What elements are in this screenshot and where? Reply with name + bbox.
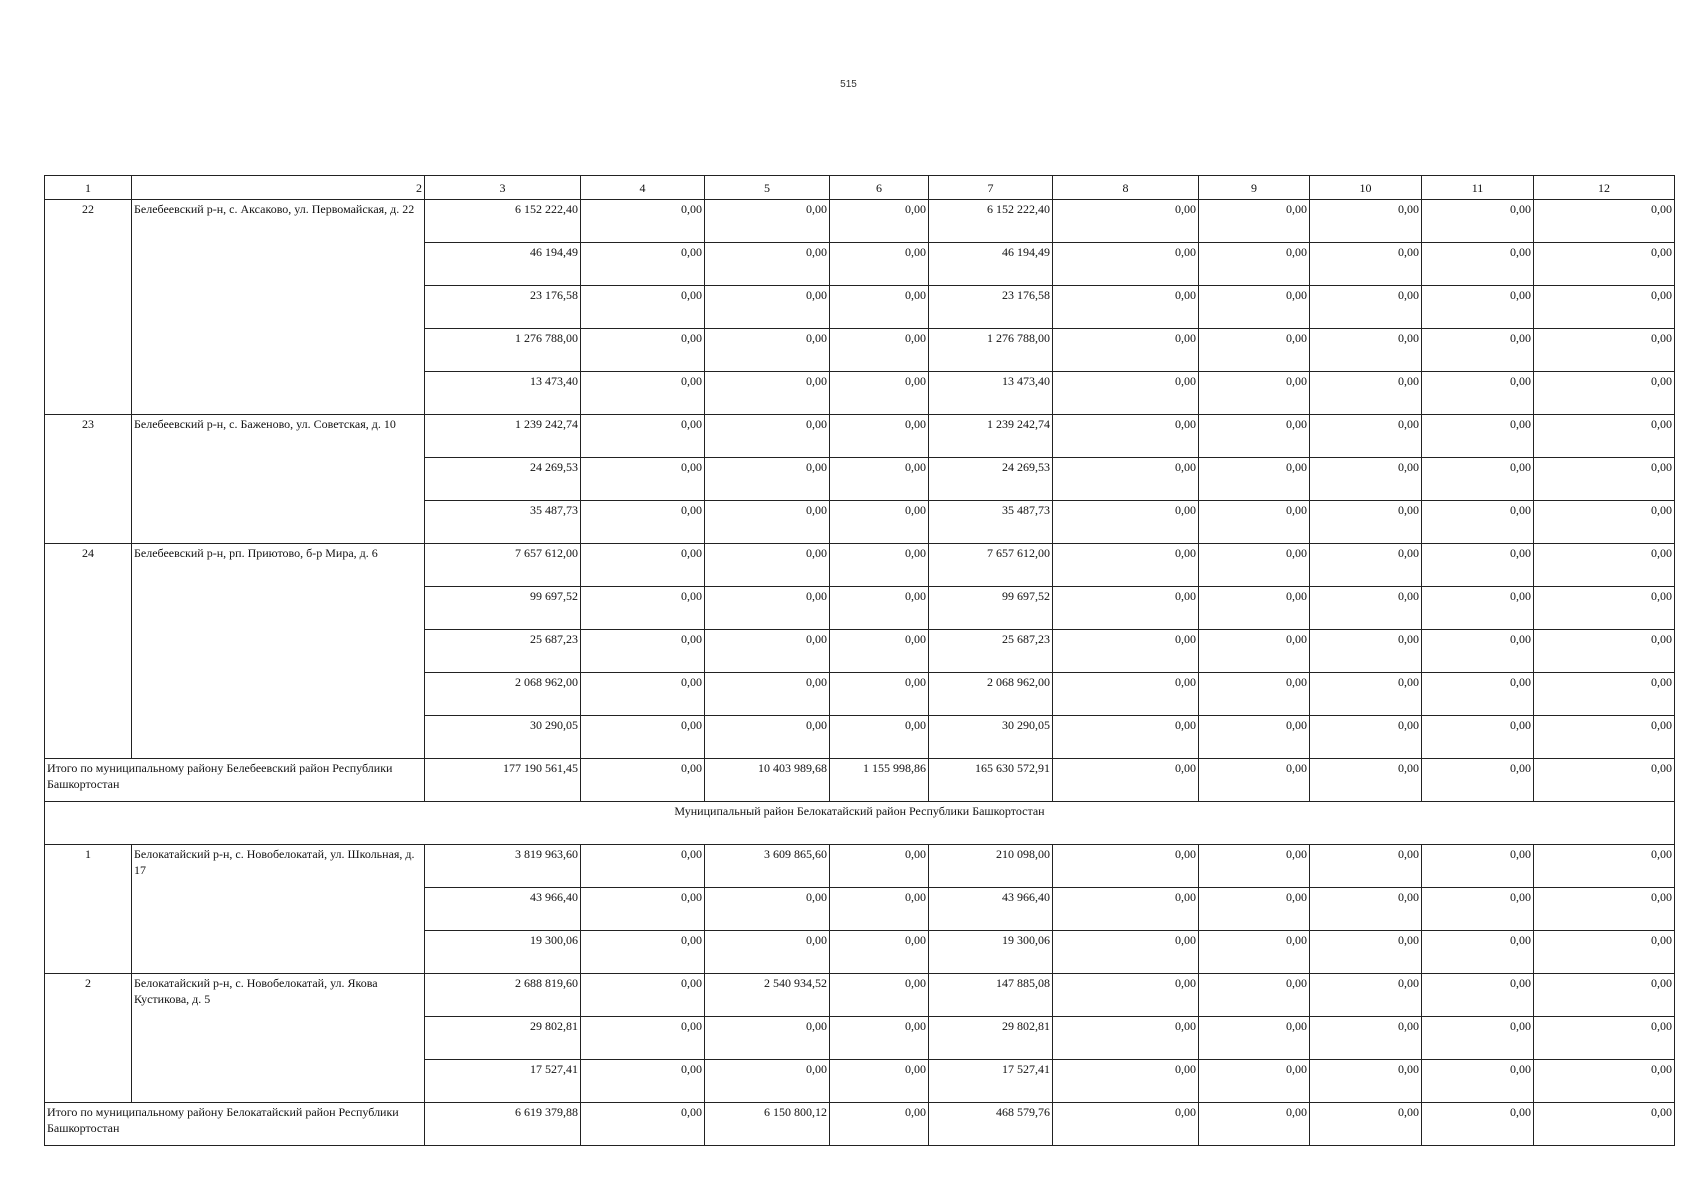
value-cell: 0,00 [830, 630, 929, 673]
value-cell: 0,00 [1534, 501, 1675, 544]
value-cell: 0,00 [1053, 845, 1199, 888]
value-cell: 0,00 [1053, 1060, 1199, 1103]
column-number-cell: 10 [1310, 176, 1422, 200]
value-cell: 0,00 [1310, 501, 1422, 544]
value-cell: 23 176,58 [425, 286, 581, 329]
object-number: 1 [45, 845, 132, 974]
value-cell: 0,00 [1534, 415, 1675, 458]
object-address: Белебеевский р-н, с. Баженово, ул. Советская, д. 10 [132, 415, 425, 544]
value-cell: 3 819 963,60 [425, 845, 581, 888]
value-cell: 0,00 [830, 501, 929, 544]
total-value-cell: 0,00 [1534, 759, 1675, 802]
value-cell: 99 697,52 [929, 587, 1053, 630]
total-value-cell: 1 155 998,86 [830, 759, 929, 802]
value-cell: 25 687,23 [929, 630, 1053, 673]
value-cell: 0,00 [1422, 243, 1534, 286]
value-cell: 6 152 222,40 [929, 200, 1053, 243]
value-cell: 0,00 [1053, 501, 1199, 544]
value-cell: 0,00 [1310, 931, 1422, 974]
total-value-cell: 0,00 [1199, 1103, 1310, 1146]
value-cell: 0,00 [1053, 200, 1199, 243]
value-cell: 0,00 [1199, 544, 1310, 587]
object-number: 24 [45, 544, 132, 759]
value-cell: 0,00 [1199, 415, 1310, 458]
value-cell: 0,00 [1310, 587, 1422, 630]
section-title: Муниципальный район Белокатайский район Республики Башкортостан [45, 802, 1675, 845]
value-cell: 0,00 [581, 329, 705, 372]
value-cell: 0,00 [1422, 286, 1534, 329]
value-cell: 0,00 [1199, 329, 1310, 372]
value-cell: 0,00 [1199, 587, 1310, 630]
value-cell: 0,00 [1053, 243, 1199, 286]
value-cell: 0,00 [830, 415, 929, 458]
value-cell: 0,00 [705, 286, 830, 329]
column-number-cell: 12 [1534, 176, 1675, 200]
object-number: 22 [45, 200, 132, 415]
value-cell: 0,00 [1199, 1017, 1310, 1060]
column-number-cell: 6 [830, 176, 929, 200]
value-cell: 0,00 [1053, 630, 1199, 673]
value-cell: 0,00 [581, 544, 705, 587]
value-cell: 0,00 [1053, 415, 1199, 458]
value-cell: 0,00 [705, 630, 830, 673]
value-cell: 0,00 [1199, 888, 1310, 931]
value-cell: 0,00 [1534, 716, 1675, 759]
value-cell: 0,00 [1310, 845, 1422, 888]
total-value-cell: 0,00 [1053, 759, 1199, 802]
value-cell: 210 098,00 [929, 845, 1053, 888]
value-cell: 0,00 [705, 544, 830, 587]
value-cell: 0,00 [705, 673, 830, 716]
value-cell: 0,00 [1310, 329, 1422, 372]
value-cell: 0,00 [1310, 716, 1422, 759]
value-cell: 0,00 [830, 974, 929, 1017]
value-cell: 0,00 [1422, 587, 1534, 630]
object-address: Белокатайский р-н, с. Новобелокатай, ул. Якова Кустикова, д. 5 [132, 974, 425, 1103]
value-cell: 0,00 [581, 372, 705, 415]
column-number-cell: 11 [1422, 176, 1534, 200]
value-cell: 0,00 [581, 673, 705, 716]
value-cell: 0,00 [1310, 888, 1422, 931]
value-cell: 0,00 [581, 931, 705, 974]
value-cell: 0,00 [581, 888, 705, 931]
value-cell: 0,00 [1310, 372, 1422, 415]
value-cell: 0,00 [1053, 544, 1199, 587]
value-cell: 24 269,53 [425, 458, 581, 501]
value-cell: 30 290,05 [425, 716, 581, 759]
value-cell: 7 657 612,00 [425, 544, 581, 587]
value-cell: 0,00 [1422, 458, 1534, 501]
value-cell: 0,00 [705, 415, 830, 458]
value-cell: 43 966,40 [929, 888, 1053, 931]
value-cell: 0,00 [1199, 458, 1310, 501]
value-cell: 0,00 [705, 888, 830, 931]
value-cell: 0,00 [581, 974, 705, 1017]
column-number-cell: 7 [929, 176, 1053, 200]
object-address: Белебеевский р-н, рп. Приютово, б-р Мира, д. 6 [132, 544, 425, 759]
value-cell: 0,00 [830, 372, 929, 415]
value-cell: 0,00 [1422, 931, 1534, 974]
value-cell: 6 152 222,40 [425, 200, 581, 243]
value-cell: 0,00 [581, 587, 705, 630]
value-cell: 0,00 [830, 931, 929, 974]
value-cell: 0,00 [1310, 200, 1422, 243]
value-cell: 0,00 [1199, 286, 1310, 329]
value-cell: 1 276 788,00 [929, 329, 1053, 372]
value-cell: 0,00 [1053, 888, 1199, 931]
value-cell: 0,00 [1310, 1017, 1422, 1060]
value-cell: 0,00 [1422, 372, 1534, 415]
value-cell: 0,00 [581, 458, 705, 501]
value-cell: 35 487,73 [425, 501, 581, 544]
column-number-cell: 3 [425, 176, 581, 200]
value-cell: 0,00 [705, 243, 830, 286]
table-row [45, 845, 1675, 888]
value-cell: 0,00 [705, 931, 830, 974]
value-cell: 0,00 [830, 716, 929, 759]
value-cell: 19 300,06 [929, 931, 1053, 974]
value-cell: 0,00 [1534, 888, 1675, 931]
total-value-cell: 0,00 [581, 759, 705, 802]
value-cell: 0,00 [1199, 501, 1310, 544]
total-value-cell: 177 190 561,45 [425, 759, 581, 802]
column-number-row [45, 176, 1675, 200]
total-value-cell: 0,00 [1053, 1103, 1199, 1146]
value-cell: 0,00 [705, 501, 830, 544]
value-cell: 17 527,41 [929, 1060, 1053, 1103]
value-cell: 0,00 [1310, 974, 1422, 1017]
value-cell: 0,00 [1199, 845, 1310, 888]
value-cell: 0,00 [705, 372, 830, 415]
table-row [45, 974, 1675, 1017]
value-cell: 0,00 [1422, 974, 1534, 1017]
value-cell: 0,00 [1053, 286, 1199, 329]
value-cell: 0,00 [705, 1017, 830, 1060]
value-cell: 0,00 [1199, 630, 1310, 673]
value-cell: 0,00 [1534, 974, 1675, 1017]
total-value-cell: 0,00 [1310, 759, 1422, 802]
value-cell: 0,00 [1422, 888, 1534, 931]
value-cell: 0,00 [1534, 286, 1675, 329]
value-cell: 0,00 [1053, 372, 1199, 415]
object-address: Белокатайский р-н, с. Новобелокатай, ул. Школьная, д. 17 [132, 845, 425, 974]
value-cell: 0,00 [1199, 974, 1310, 1017]
value-cell: 0,00 [830, 1060, 929, 1103]
value-cell: 0,00 [1310, 673, 1422, 716]
total-value-cell: 10 403 989,68 [705, 759, 830, 802]
value-cell: 0,00 [1310, 286, 1422, 329]
value-cell: 0,00 [1199, 372, 1310, 415]
value-cell: 0,00 [1422, 544, 1534, 587]
value-cell: 0,00 [581, 1017, 705, 1060]
value-cell: 0,00 [1199, 1060, 1310, 1103]
value-cell: 0,00 [581, 630, 705, 673]
value-cell: 1 239 242,74 [425, 415, 581, 458]
value-cell: 2 688 819,60 [425, 974, 581, 1017]
value-cell: 46 194,49 [929, 243, 1053, 286]
value-cell: 0,00 [830, 329, 929, 372]
value-cell: 3 609 865,60 [705, 845, 830, 888]
section-header-row [45, 802, 1675, 845]
value-cell: 0,00 [581, 243, 705, 286]
object-number: 2 [45, 974, 132, 1103]
value-cell: 0,00 [1199, 243, 1310, 286]
total-value-cell: 6 150 800,12 [705, 1103, 830, 1146]
total-value-cell: 0,00 [1534, 1103, 1675, 1146]
value-cell: 0,00 [1534, 673, 1675, 716]
value-cell: 0,00 [830, 243, 929, 286]
total-value-cell: 0,00 [1422, 759, 1534, 802]
value-cell: 0,00 [1534, 587, 1675, 630]
value-cell: 0,00 [1310, 415, 1422, 458]
table-row [45, 415, 1675, 458]
table-row [45, 544, 1675, 587]
value-cell: 99 697,52 [425, 587, 581, 630]
value-cell: 0,00 [1310, 458, 1422, 501]
value-cell: 0,00 [1199, 673, 1310, 716]
column-number-cell: 8 [1053, 176, 1199, 200]
value-cell: 0,00 [581, 200, 705, 243]
table-row [45, 200, 1675, 243]
value-cell: 0,00 [1534, 845, 1675, 888]
total-value-cell: 0,00 [581, 1103, 705, 1146]
budget-table [44, 175, 1675, 1146]
value-cell: 0,00 [1422, 200, 1534, 243]
value-cell: 0,00 [1053, 974, 1199, 1017]
value-cell: 0,00 [830, 1017, 929, 1060]
value-cell: 0,00 [1534, 1060, 1675, 1103]
value-cell: 35 487,73 [929, 501, 1053, 544]
value-cell: 0,00 [1053, 673, 1199, 716]
object-number: 23 [45, 415, 132, 544]
total-label: Итого по муниципальному району Белокатайский район Республики Башкортостан [45, 1103, 425, 1146]
total-value-cell: 0,00 [830, 1103, 929, 1146]
value-cell: 24 269,53 [929, 458, 1053, 501]
value-cell: 0,00 [830, 673, 929, 716]
column-number-cell: 5 [705, 176, 830, 200]
value-cell: 0,00 [1199, 200, 1310, 243]
value-cell: 0,00 [705, 716, 830, 759]
value-cell: 0,00 [1053, 1017, 1199, 1060]
value-cell: 25 687,23 [425, 630, 581, 673]
value-cell: 1 276 788,00 [425, 329, 581, 372]
value-cell: 0,00 [830, 286, 929, 329]
value-cell: 0,00 [1053, 587, 1199, 630]
value-cell: 0,00 [581, 1060, 705, 1103]
value-cell: 2 540 934,52 [705, 974, 830, 1017]
value-cell: 0,00 [705, 458, 830, 501]
value-cell: 2 068 962,00 [425, 673, 581, 716]
value-cell: 0,00 [581, 501, 705, 544]
value-cell: 0,00 [705, 1060, 830, 1103]
value-cell: 13 473,40 [425, 372, 581, 415]
column-number-cell: 2 [132, 176, 425, 200]
value-cell: 0,00 [1534, 458, 1675, 501]
value-cell: 0,00 [1534, 200, 1675, 243]
value-cell: 0,00 [1053, 329, 1199, 372]
value-cell: 46 194,49 [425, 243, 581, 286]
value-cell: 0,00 [1534, 931, 1675, 974]
value-cell: 0,00 [830, 587, 929, 630]
value-cell: 0,00 [1534, 1017, 1675, 1060]
value-cell: 7 657 612,00 [929, 544, 1053, 587]
value-cell: 0,00 [1310, 544, 1422, 587]
value-cell: 0,00 [1534, 630, 1675, 673]
value-cell: 0,00 [1422, 1017, 1534, 1060]
value-cell: 2 068 962,00 [929, 673, 1053, 716]
value-cell: 0,00 [830, 845, 929, 888]
column-number-cell: 9 [1199, 176, 1310, 200]
object-address: Белебеевский р-н, с. Аксаково, ул. Первомайская, д. 22 [132, 200, 425, 415]
value-cell: 0,00 [1310, 1060, 1422, 1103]
value-cell: 17 527,41 [425, 1060, 581, 1103]
value-cell: 0,00 [1199, 716, 1310, 759]
value-cell: 0,00 [1422, 845, 1534, 888]
value-cell: 147 885,08 [929, 974, 1053, 1017]
table-body [45, 176, 1675, 1146]
column-number-cell: 1 [45, 176, 132, 200]
value-cell: 0,00 [1534, 243, 1675, 286]
value-cell: 0,00 [1534, 372, 1675, 415]
total-value-cell: 0,00 [1310, 1103, 1422, 1146]
total-row [45, 1103, 1675, 1146]
value-cell: 0,00 [1534, 544, 1675, 587]
total-value-cell: 165 630 572,91 [929, 759, 1053, 802]
total-value-cell: 0,00 [1422, 1103, 1534, 1146]
value-cell: 0,00 [1310, 630, 1422, 673]
value-cell: 29 802,81 [929, 1017, 1053, 1060]
value-cell: 0,00 [1053, 716, 1199, 759]
total-row [45, 759, 1675, 802]
value-cell: 19 300,06 [425, 931, 581, 974]
value-cell: 0,00 [1053, 931, 1199, 974]
value-cell: 0,00 [581, 716, 705, 759]
value-cell: 30 290,05 [929, 716, 1053, 759]
total-value-cell: 468 579,76 [929, 1103, 1053, 1146]
value-cell: 0,00 [1422, 415, 1534, 458]
value-cell: 43 966,40 [425, 888, 581, 931]
value-cell: 0,00 [1422, 716, 1534, 759]
value-cell: 0,00 [581, 286, 705, 329]
value-cell: 0,00 [1422, 501, 1534, 544]
value-cell: 0,00 [1422, 329, 1534, 372]
total-value-cell: 6 619 379,88 [425, 1103, 581, 1146]
value-cell: 0,00 [830, 200, 929, 243]
value-cell: 13 473,40 [929, 372, 1053, 415]
value-cell: 0,00 [1422, 1060, 1534, 1103]
value-cell: 0,00 [705, 329, 830, 372]
value-cell: 1 239 242,74 [929, 415, 1053, 458]
value-cell: 0,00 [1199, 931, 1310, 974]
value-cell: 0,00 [830, 888, 929, 931]
value-cell: 0,00 [581, 845, 705, 888]
page-number: 515 [840, 79, 857, 90]
value-cell: 0,00 [1053, 458, 1199, 501]
value-cell: 29 802,81 [425, 1017, 581, 1060]
value-cell: 23 176,58 [929, 286, 1053, 329]
value-cell: 0,00 [581, 415, 705, 458]
value-cell: 0,00 [830, 544, 929, 587]
value-cell: 0,00 [1534, 329, 1675, 372]
value-cell: 0,00 [1422, 630, 1534, 673]
value-cell: 0,00 [1422, 673, 1534, 716]
value-cell: 0,00 [705, 200, 830, 243]
value-cell: 0,00 [1310, 243, 1422, 286]
value-cell: 0,00 [705, 587, 830, 630]
total-value-cell: 0,00 [1199, 759, 1310, 802]
value-cell: 0,00 [830, 458, 929, 501]
column-number-cell: 4 [581, 176, 705, 200]
total-label: Итого по муниципальному району Белебеевский район Республики Башкортостан [45, 759, 425, 802]
